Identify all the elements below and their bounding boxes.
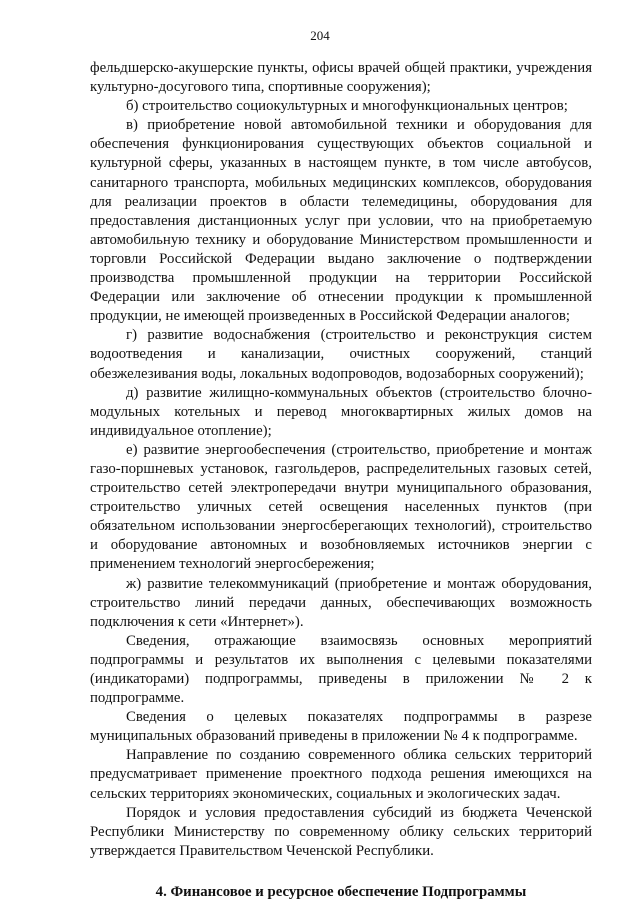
paragraph-targets-municipal: Сведения о целевых показателях подпрограммы в разрезе муниципальных образований приведены в приложении № 4 к подпрограмме.	[90, 709, 592, 745]
paragraph-item-v: в) приобретение новой автомобильной техники и оборудования для обеспечения функционирования существующих объектов социальной и культурной сферы, указанных в настоящем пункте, в том числе автобусов, санитарного транспорта, мобильных медицинских комплексов, оборудования для реализации проектов в области телемедицины, оборудования для предоставления дистанционных услуг при условии, что на приобретаемую автомобильную технику и оборудование Министерством промышленности и торговли Российской Федерации выдано заключение о подтверждении производства промышленной продукции на территории Российской Федерации или заключение об отнесении продукции к промышленной продукции, не имеющей произведенных в Российской Федерации аналогов;	[90, 117, 592, 325]
paragraph-project-approach: Направление по созданию современного облика сельских территорий предусматривает применение проектного подхода решения имеющихся на сельских территориях экономических, социальных и экологических задач.	[90, 747, 592, 802]
paragraph-item-d: д) развитие жилищно-коммунальных объектов (строительство блочно-модульных котельных и перевод многоквартирных жилых домов на индивидуальное отопление);	[90, 384, 592, 439]
paragraph-indicators-link: Сведения, отражающие взаимосвязь основных мероприятий подпрограммы и результатов их выполнения с целевыми показателями (индикаторами) подпрограммы, приведены в приложении № 2 к подпрограмме.	[90, 632, 592, 707]
page-number: 204	[310, 28, 330, 43]
section-heading: 4. Финансовое и ресурсное обеспечение Подпрограммы	[155, 883, 527, 900]
paragraph-item-e: е) развитие энергообеспечения (строительство, приобретение и монтаж газо-поршневых установок, газгольдеров, распределительных газовых сетей, строительство сетей электропередачи внутри муниципального образования, строительство уличных сетей освещения населенных пунктов (при обязательном использовании энергосберегающих технологий), строительство и оборудование автономных и возобновляемых источников энергии с применением технологий энергосбережения;	[90, 441, 592, 573]
paragraph-item-g: г) развитие водоснабжения (строительство и реконструкция систем водоотведения и канализации, очистных сооружений, станций обезжелезивания воды, локальных водопроводов, водозаборных сооружений);	[90, 327, 592, 382]
paragraph-item-zh: ж) развитие телекоммуникаций (приобретение и монтаж оборудования, строительство линий передачи данных, обеспечивающих возможность подключения к сети «Интернет»).	[90, 575, 592, 630]
paragraph-continuation: фельдшерско-акушерские пункты, офисы врачей общей практики, учреждения культурно-досугового типа, спортивные сооружения);	[90, 60, 592, 96]
paragraph-subsidies-order: Порядок и условия предоставления субсидий из бюджета Чеченской Республики Министерству по современному облику сельских территорий утверждается Правительством Чеченской Республики.	[90, 804, 592, 859]
paragraph-item-b: б) строительство социокультурных и многофункциональных центров;	[126, 98, 568, 115]
document-body	[90, 59, 592, 902]
